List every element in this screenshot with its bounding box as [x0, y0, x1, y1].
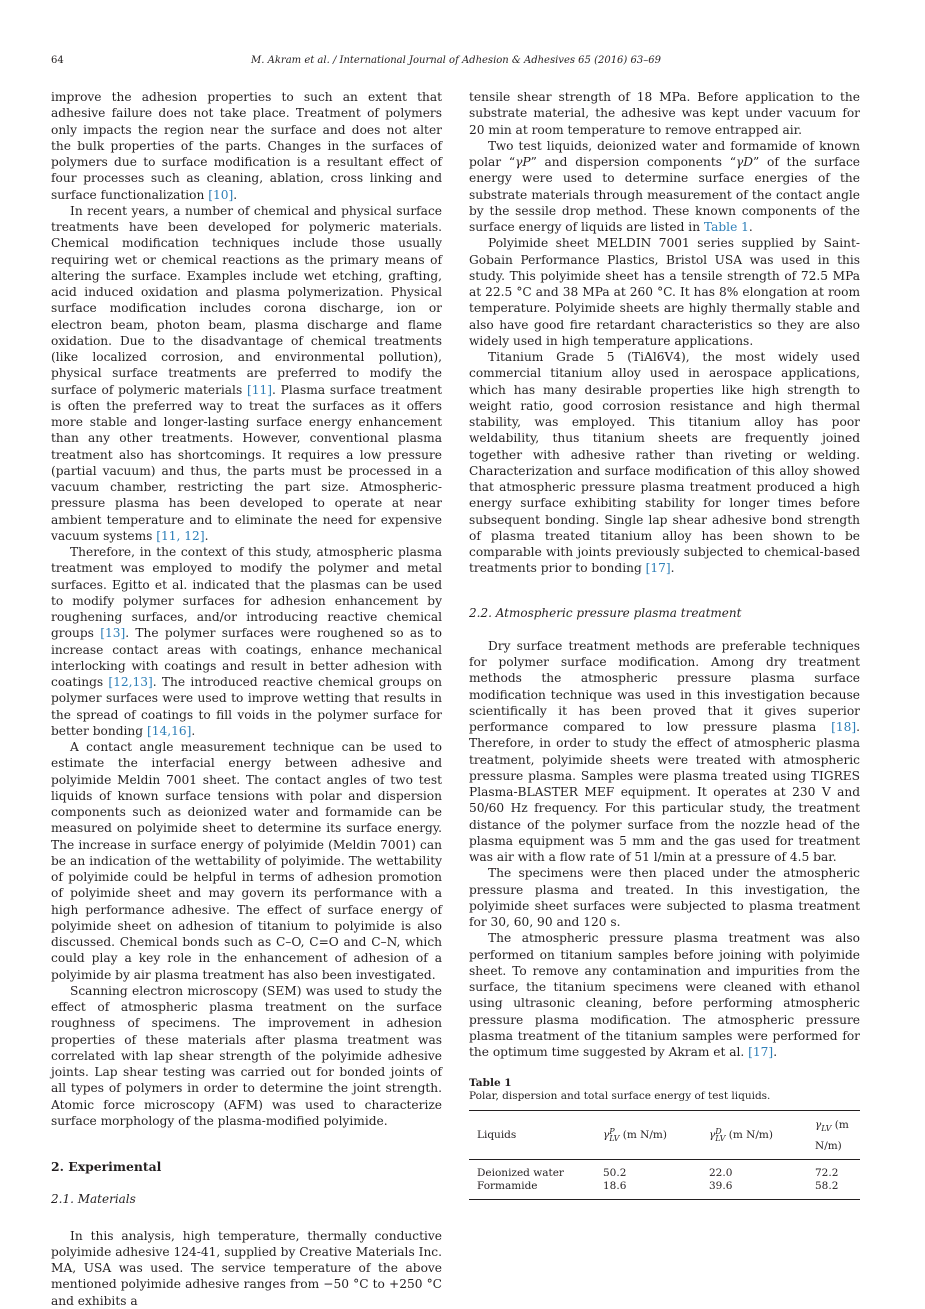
paragraph: In recent years, a number of chemical and physical surface treatments have been developed for polymeric materials. Chemical modification techniques include those usually requiring wet or chemical reactions as the primary means of altering the surface. Examples include wet etching, grafting, acid induced oxidation and plasma polymerization. Physical surface modification includes corona discharge, ion or electron beam, photon beam, plasma discharge and flame oxidation. Due to the disadvantage of chemical treatments (like localized corrosion, and environmental pollution), physical surface treatments are preferred to modify the surface of polymeric materials [11]. Plasma surface treatment is often the preferred way to treat the surfaces as it offers more stable and longer-lasting surface energy enhancement than any other treatments. However, conventional plasma treatment also has shortcomings. It requires a low pressure (partial vacuum) and thus, the parts must be processed in a vacuum chamber, restricting the part size. Atmospheric-pressure plasma has been developed to operate at near ambient temperature and to eliminate the need for expensive vacuum systems [11, 12]. [51, 203, 442, 543]
citation-link[interactable]: [11] [246, 382, 273, 397]
citation-link[interactable]: [17] [748, 1045, 774, 1059]
table-link[interactable]: Table 1 [703, 220, 749, 234]
table-label: Table 1 [469, 1077, 512, 1090]
table-caption [469, 1077, 860, 1103]
col-header-total: $\gamma_{LV}$ (m N/m) [807, 1111, 860, 1160]
left-column [51, 89, 442, 1309]
cell-polar: 18.6 [595, 1180, 701, 1200]
citation-link[interactable]: [18] [831, 720, 857, 734]
cell-dispersion: 39.6 [701, 1180, 807, 1200]
paragraph: The atmospheric pressure plasma treatment was also performed on titanium samples before joining with polyimide sheet. To remove any contamination and impurities from the surface, the titanium specimens were cleaned with ethanol using ultrasonic cleaning, before performing atmospheric pressure plasma modification. The atmospheric pressure plasma treatment of the titanium samples were performed for the optimum time suggested by Akram et al. [17]. [469, 931, 860, 1059]
table-block [469, 1077, 860, 1200]
paragraph: Two test liquids, deionized water and formamide of known polar “γP” and dispersion components “γD” of the surface energy were used to determine surface energies of the substrate materials through measurement of the contact angle by the sessile drop method. These known components of the surface energy of liquids are listed in Table 1. [469, 138, 860, 234]
cell-dispersion: 22.0 [709, 1166, 733, 1179]
col-header-liquids: Liquids [469, 1111, 595, 1160]
cell-polar: 50.2 [603, 1166, 627, 1179]
table-header-row [469, 1111, 860, 1160]
paragraph: A contact angle measurement technique can be used to estimate the interfacial energy between adhesive and polyimide Meldin 7001 sheet. The contact angles of two test liquids of known surface tensions with polar and dispersion components such as deionized water and formamide can be measured on polyimide sheet to determine its surface energy. The increase in surface energy of polyimide (Meldin 7001) can be an indication of the wettability of polyimide. The wettability of polyimide could be helpful in terms of adhesion promotion of polyimide sheet and may govern its performance with a high performance adhesive. The effect of surface energy of polyimide sheet on adhesion of titanium to polyimide is also discussed. Chemical bonds such as C–O, C=O and C–N, which could play a key role in the enhancement of adhesion of a polyimide by air plasma treatment has also been investigated. [51, 740, 442, 982]
citation-link[interactable]: [11, 12] [156, 528, 205, 543]
citation-link[interactable]: [10] [208, 187, 234, 202]
subsection-heading: 2.2. Atmospheric pressure plasma treatment [469, 605, 742, 620]
cell-total: 72.2 [815, 1166, 839, 1179]
section-heading: 2. Experimental [51, 1159, 162, 1174]
cell-liquid: Formamide [469, 1180, 595, 1200]
paragraph: Polyimide sheet MELDIN 7001 series supplied by Saint-Gobain Performance Plastics, Bristol USA was used in this study. This polyimide sheet has a tensile strength of 72.5 MPa at 22.5 °C and 38 MPa at 260 °C. It has 8% elongation at room temperature. Polyimide sheets are highly thermally stable and also have good fire retardant characteristics so they are also widely used in high temperature applications. [469, 236, 860, 348]
citation-link[interactable]: [14,16] [146, 723, 192, 738]
table-row [469, 1180, 860, 1200]
running-head: M. Akram et al. / International Journal of Adhesion & Adhesives 65 (2016) 63–69 [251, 55, 661, 66]
cell-liquid: Deionized water [477, 1166, 564, 1179]
page-header [51, 55, 861, 71]
right-column [469, 89, 860, 1200]
paragraph: Therefore, in the context of this study, atmospheric plasma treatment was employed to modify the polymer and metal surfaces. Egitto et al. indicated that the plasmas can be used to modify polymer surfaces for adhesion enhancement by roughening surfaces, and/or introducing reactive chemical groups [13]. The polymer surfaces were roughened so as to increase contact areas with coatings, enhance mechanical interlocking with coatings and result in better adhesion with coatings [12,13]. The introduced reactive chemical groups on polymer surfaces were used to improve wetting that results in the spread of coatings to fill voids in the polymer surface for better bonding [14,16]. [51, 545, 442, 738]
paragraph: In this analysis, high temperature, thermally conductive polyimide adhesive 124-41, supplied by Creative Materials Inc. MA, USA was used. The service temperature of the above mentioned polyimide adhesive ranges from −50 °C to +250 °C and exhibits a [51, 1228, 442, 1308]
paragraph: Scanning electron microscopy (SEM) was used to study the effect of atmospheric plasma treatment on the surface roughness of specimens. The improvement in adhesion properties of these materials after plasma treatment was correlated with lap shear strength of the polyimide adhesive joints. Lap shear testing was carried out for bonded joints of all types of polymers in order to determine the joint strength. Atomic force microscopy (AFM) was used to characterize surface morphology of the plasma-modified polyimide. [51, 983, 442, 1128]
paragraph: The specimens were then placed under the atmospheric pressure plasma and treated. In this investigation, the polyimide sheet surfaces were subjected to plasma treatment for 30, 60, 90 and 120 s. [469, 866, 860, 929]
cell-total: 58.2 [807, 1180, 860, 1200]
surface-energy-table [469, 1110, 860, 1200]
citation-link[interactable]: [17] [645, 561, 671, 576]
paragraph: Dry surface treatment methods are preferable techniques for polymer surface modification. Among dry treatment methods the atmospheric pressure plasma surface modification technique was used in this investigation because scientifically it has been proved that it gives superior performance compared to low pressure plasma [18]. Therefore, in order to study the effect of atmospheric plasma treatment, polyimide sheets were treated with atmospheric pressure plasma. Samples were plasma treated using TIGRES Plasma-BLASTER MEF equipment. It operates at 230 V and 50/60 Hz frequency. For this particular study, the treatment distance of the polymer surface from the nozzle head of the plasma equipment was 5 mm and the gas used for treatment was air with a flow rate of 51 l/min at a pressure of 4.5 bar. [469, 638, 860, 864]
citation-link[interactable]: [12,13] [108, 675, 153, 689]
table-caption-text: Polar, dispersion and total surface energy of test liquids. [469, 1090, 771, 1103]
paragraph: tensile shear strength of 18 MPa. Before application to the substrate material, the adhesive was kept under vacuum for 20 min at room temperature to remove entrapped air. [469, 90, 860, 137]
col-header-dispersion: γD LV (m N/m) [701, 1111, 807, 1160]
paragraph: Titanium Grade 5 (TiAl6V4), the most widely used commercial titanium alloy used in aerospace applications, which has many desirable properties like high strength to weight ratio, good corrosion resistance and high thermal stability, was employed. This titanium alloy has poor weldability, thus titanium sheets are frequently joined together with adhesive rather than riveting or welding. Characterization and surface modification of this alloy showed that atmospheric pressure plasma treatment produced a high energy surface exhibiting stability for longer times before subsequent bonding. Single lap shear adhesive bond strength of plasma treated titanium alloy has been shown to be comparable with joints previously subjected to chemical-based treatments prior to bonding [17]. [469, 350, 860, 576]
table-row [469, 1159, 860, 1180]
citation-link[interactable]: [13] [100, 626, 126, 641]
col-header-polar: γP LV (m N/m) [595, 1111, 701, 1160]
page-number: 64 [51, 55, 64, 66]
paragraph: improve the adhesion properties to such an extent that adhesive failure does not take place. Treatment of polymers only impacts the region near the surface and does not alter the bulk properties of the parts. Changes in the surfaces of polymers due to surface modification is a resultant effect of four processes such as cleaning, ablation, cross linking and surface functionalization [10]. [51, 90, 442, 202]
subsection-heading: 2.1. Materials [51, 1192, 136, 1207]
